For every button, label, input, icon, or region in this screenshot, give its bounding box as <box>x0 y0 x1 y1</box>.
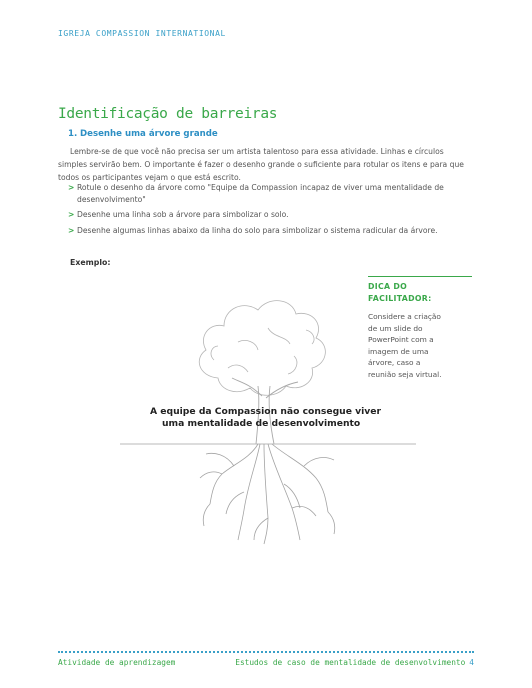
footer-divider <box>58 651 474 653</box>
list-item-text: Desenhe algumas linhas abaixo da linha do solo para simbolizar o sistema radicular da árvore. <box>77 225 438 235</box>
footer-right-text: Estudos de caso de mentalidade de desenvolvimento <box>235 658 466 667</box>
bullet-arrow-icon: > <box>68 210 75 219</box>
intro-line: simples servirão bem. O importante é fazer o desenho grande o suficiente para rotular os itens e para que <box>58 160 464 169</box>
list-item <box>68 209 478 221</box>
tree-roots-icon <box>200 444 335 544</box>
intro-paragraph <box>58 145 478 184</box>
bullet-arrow-icon: > <box>68 183 75 192</box>
tree-caption-line: A equipe da Compassion não consegue viver <box>150 406 382 417</box>
step-number: 1. <box>68 129 78 139</box>
step-heading <box>68 129 218 139</box>
tree-caption <box>150 406 400 430</box>
bullet-arrow-icon: > <box>68 225 75 235</box>
instruction-list <box>68 182 478 240</box>
header-organization: IGREJA COMPASSION INTERNATIONAL <box>58 29 226 38</box>
tip-text: Considere a criação de um slide do PowerPoint com a imagem de uma árvore, caso a reunião seja virtual. <box>368 312 442 379</box>
list-item <box>68 182 478 205</box>
intro-line: todos os participantes vejam o que está escrito. <box>58 173 241 182</box>
intro-line: Lembre-se de que você não precisa ser um artista talentoso para essa atividade. Linhas e círculos <box>70 147 444 156</box>
footer-left-text: Atividade de aprendizagem <box>58 658 176 667</box>
tip-title-line: FACILITADOR: <box>368 294 432 303</box>
tree-canopy-icon <box>199 301 325 396</box>
page-title: Identificação de barreiras <box>58 106 278 122</box>
tip-title-line: DICA DO <box>368 282 408 291</box>
example-label: Exemplo: <box>70 258 111 267</box>
step-title: Desenhe uma árvore grande <box>80 129 218 139</box>
tree-caption-line: uma mentalidade de desenvolvimento <box>162 418 361 429</box>
list-item-text: Desenhe uma linha sob a árvore para simbolizar o solo. <box>77 210 289 219</box>
page-number: 4 <box>469 658 474 667</box>
list-item-text: Rotule o desenho da árvore como "Equipe da Compassion incapaz de viver uma mentalidade de desenvolvimento" <box>77 183 444 204</box>
footer-right <box>235 658 474 667</box>
list-item <box>68 225 478 237</box>
